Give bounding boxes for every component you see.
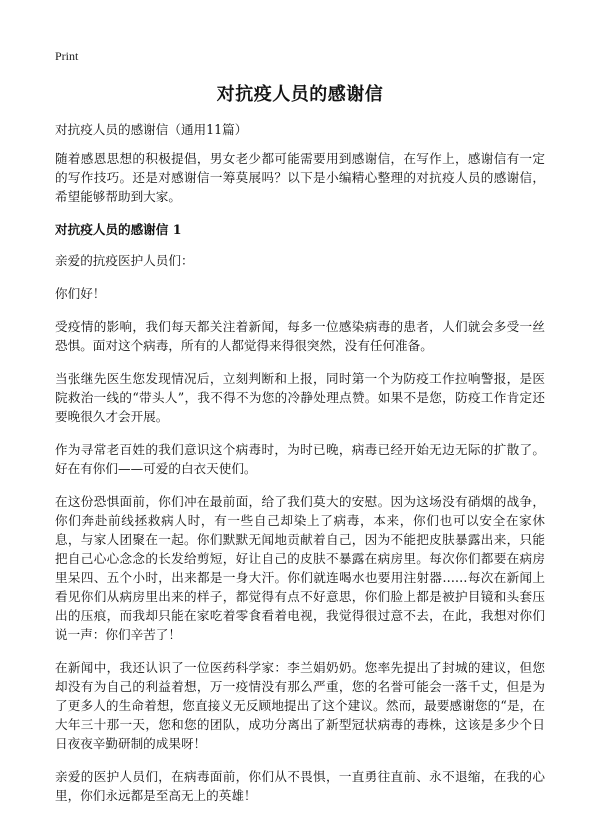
document-subtitle: 对抗疫人员的感谢信（通用11篇） bbox=[55, 122, 248, 137]
document-title: 对抗疫人员的感谢信 bbox=[216, 84, 384, 105]
body-paragraph: 作为寻常老百姓的我们意识这个病毒时，为时已晚，病毒已经开始无边无际的扩散了。好在有你们——可爱的白衣天使们。 bbox=[55, 442, 545, 476]
body-paragraph: 在新闻中，我还认识了一位医药科学家：李兰娟奶奶。您率先提出了封城的建议，但您却没有为自己的利益着想，万一疫情没有那么严重，您的名誉可能会一落千丈，但是为了更多人的生命着想，您直接义无反顾地提出了这个建议。然而，最要感谢您的“是，在大年三十那一天，您和您的团队，成功分离出了新型冠状病毒的毒株，这该是多少个日日夜夜辛勤研制的成果呀！ bbox=[55, 660, 545, 751]
intro-paragraph: 随着感恩思想的积极提倡，男女老少都可能需要用到感谢信，在写作上，感谢信有一定的写作技巧。还是对感谢信一筹莫展吗？以下是小编精心整理的对抗疫人员的感谢信，希望能够帮助到大家。 bbox=[55, 151, 545, 204]
body-paragraph: 在这份恐惧面前，你们冲在最前面，给了我们莫大的安慰。因为这场没有硝烟的战争，你们奔赴前线拯救病人时，有一些自己却染上了病毒，本来，你们也可以安全在家休息，与家人团聚在一起。你们默默无闻地贡献着自己，因为不能把皮肤暴露出来，只能把自己心心念念的长发给剪短，好让自己的皮肤不暴露在病房里。每次你们都要在病房里呆四、五个小时，出来都是一身大汗。你们就连喝水也要用注射器……每次在新闻上看见你们从病房里出来的样子，都觉得有点不好意思，你们脸上都是被护目镜和头套压出的压痕，而我却只能在家吃着零食看着电视，我觉得很过意不去，在此，我想对你们说一声：你们辛苦了！ bbox=[55, 494, 545, 642]
greeting: 你们好！ bbox=[55, 286, 106, 301]
print-link[interactable]: Print bbox=[55, 49, 79, 63]
salutation: 亲爱的抗疫医护人员们： bbox=[55, 253, 194, 268]
body-paragraph: 当张继先医生您发现情况后，立刻判断和上报，同时第一个为防疫工作拉响警报，是医院救治一线的“带头人”，我不得不为您的冷静处理点赞。如果不是您，防疫工作肯定还要晚很久才会开展。 bbox=[55, 371, 545, 424]
document-body bbox=[55, 120, 545, 819]
section-heading: 对抗疫人员的感谢信 1 bbox=[55, 222, 182, 237]
body-paragraph: 受疫情的影响，我们每天都关注着新闻，每多一位感染病毒的患者，人们就会多受一丝恐惧。面对这个病毒，所有的人都觉得来得很突然，没有任何准备。 bbox=[55, 319, 545, 353]
body-paragraph: 亲爱的医护人员们，在病毒面前，你们从不畏惧，一直勇往直前、永不退缩，在我的心里，你们永远都是至高无上的英雄！ bbox=[55, 769, 545, 803]
